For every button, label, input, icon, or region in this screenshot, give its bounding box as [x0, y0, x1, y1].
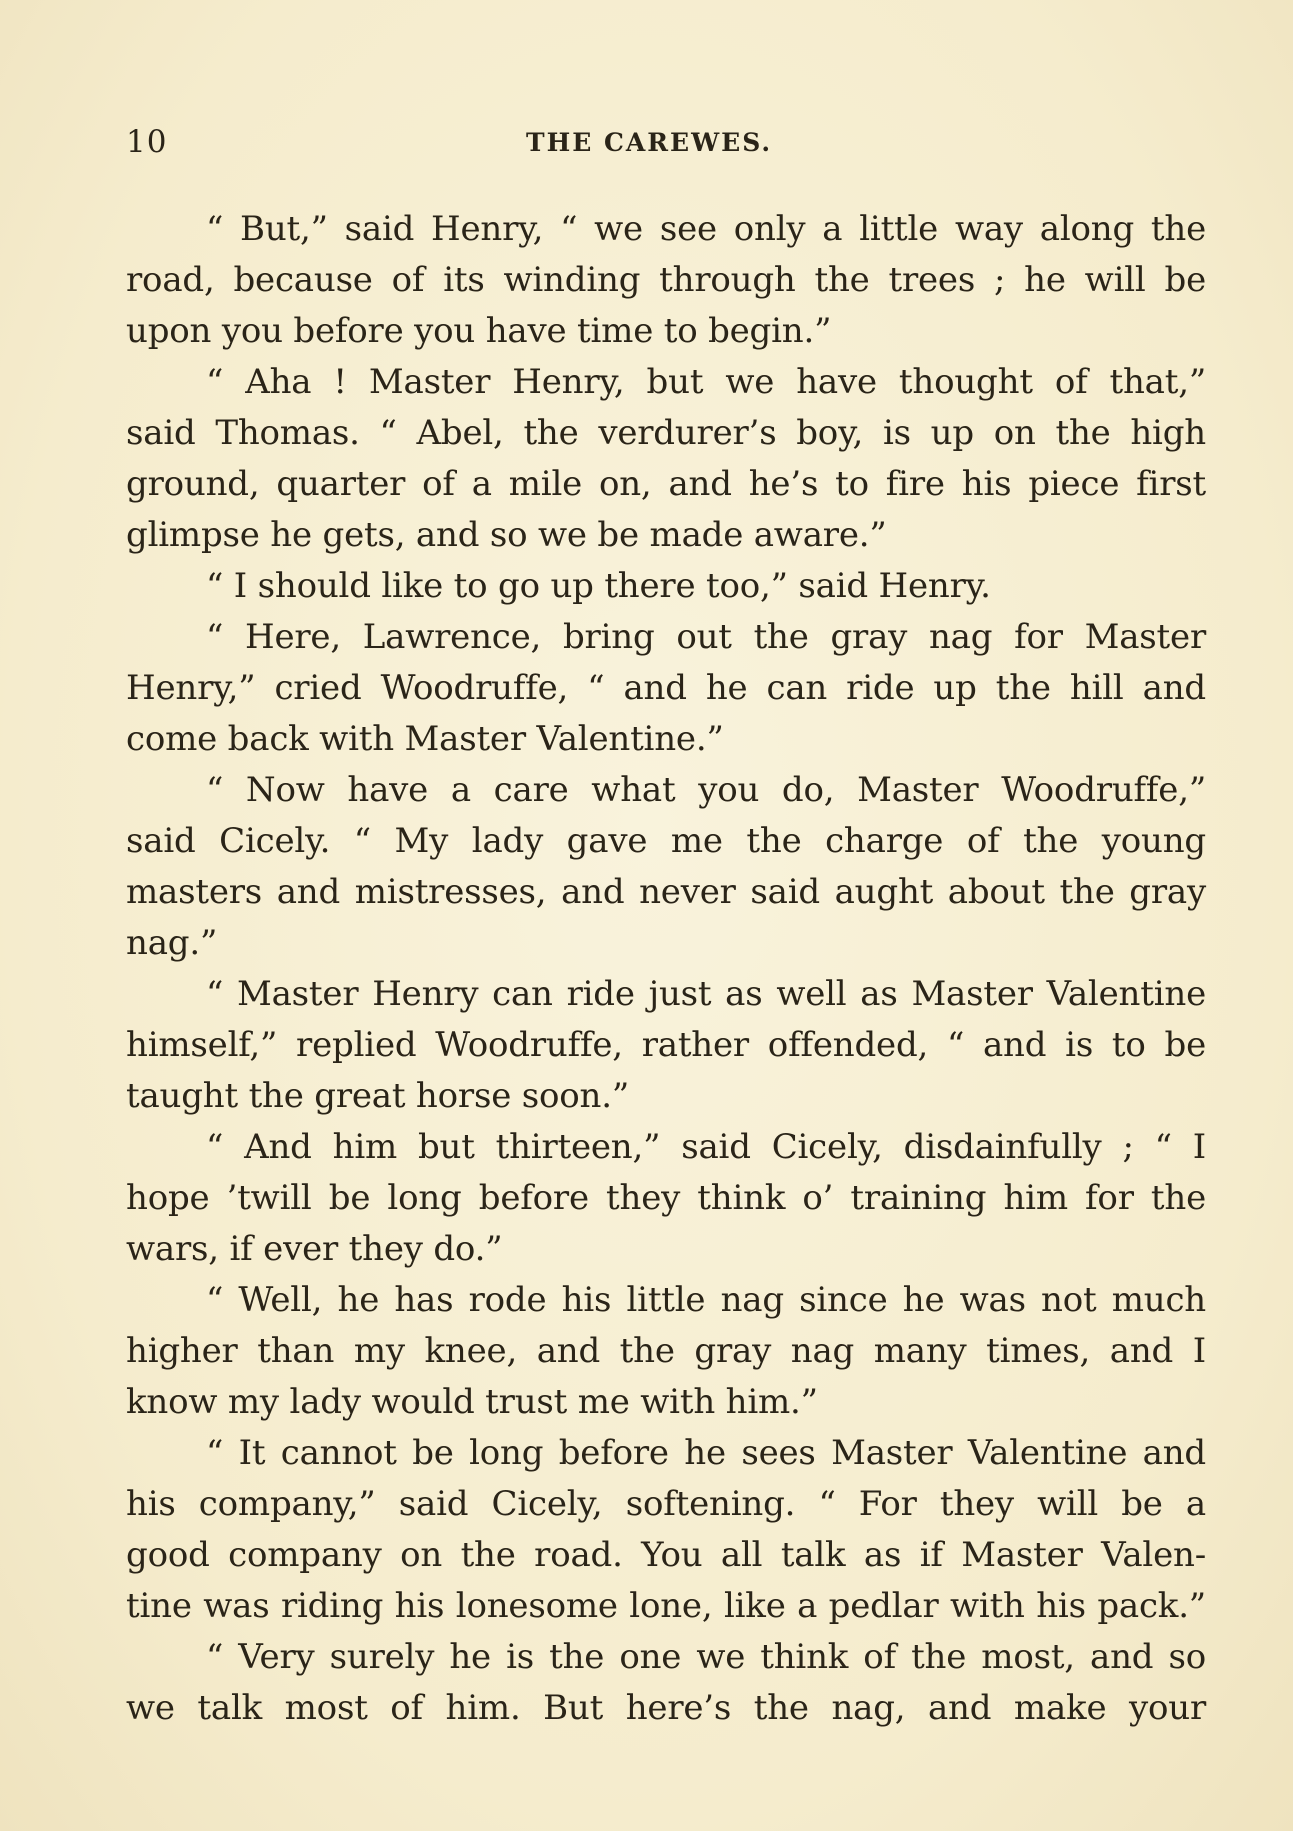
text-line: hope ’twill be long before they think o’ training him for the [126, 1178, 1206, 1218]
text-line: “ Now have a care what you do, Master Woodruffe,” [206, 770, 1206, 810]
text-line: tine was riding his lonesome lone, like a pedlar with his pack.” [126, 1586, 1206, 1626]
text-line: glimpse he gets, and so we be made aware.” [126, 515, 887, 555]
text-line: know my lady would trust me with him.” [126, 1382, 818, 1422]
text-line: we talk most of him. But here’s the nag, and make your [126, 1688, 1206, 1728]
text-line: nag.” [126, 923, 218, 963]
text-line: “ Master Henry can ride just as well as Master Valentine [206, 974, 1206, 1014]
text-line: taught the great horse soon.” [126, 1076, 630, 1116]
text-line: wars, if ever they do.” [126, 1229, 503, 1269]
text-line: “ And him but thirteen,” said Cicely, disdainfully ; “ I [206, 1127, 1206, 1167]
running-title: THE CAREWES. [526, 128, 773, 157]
body-text [126, 204, 1206, 1734]
text-line: “ Aha ! Master Henry, but we have thought of that,” [206, 362, 1206, 402]
text-line: his company,” said Cicely, softening. “ For they will be a [126, 1484, 1206, 1524]
text-line: ground, quarter of a mile on, and he’s to fire his piece first [126, 464, 1206, 504]
text-line: higher than my knee, and the gray nag many times, and I [126, 1331, 1206, 1371]
text-line: road, because of its winding through the trees ; he will be [126, 260, 1206, 300]
text-line: “ Well, he has rode his little nag since he was not much [206, 1280, 1206, 1320]
text-line: said Thomas. “ Abel, the verdurer’s boy, is up on the high [126, 413, 1206, 453]
text-line: himself,” replied Woodruffe, rather offended, “ and is to be [126, 1025, 1206, 1065]
text-line: “ I should like to go up there too,” said Henry. [206, 566, 991, 606]
text-line: “ Here, Lawrence, bring out the gray nag for Master [206, 617, 1206, 657]
text-line: said Cicely. “ My lady gave me the charge of the young [126, 821, 1206, 861]
text-line: Henry,” cried Woodruffe, “ and he can ride up the hill and [126, 668, 1206, 708]
text-line: “ It cannot be long before he sees Master Valentine and [206, 1433, 1206, 1473]
text-line: “ Very surely he is the one we think of the most, and so [206, 1637, 1206, 1677]
text-line: good company on the road. You all talk as if Master Valen- [126, 1535, 1206, 1575]
page-number: 10 [126, 124, 168, 160]
text-line: come back with Master Valentine.” [126, 719, 724, 759]
text-line: masters and mistresses, and never said aught about the gray [126, 872, 1206, 912]
text-line: “ But,” said Henry, “ we see only a little way along the [206, 209, 1206, 249]
text-line: upon you before you have time to begin.” [126, 311, 832, 351]
page-header [126, 124, 1206, 164]
